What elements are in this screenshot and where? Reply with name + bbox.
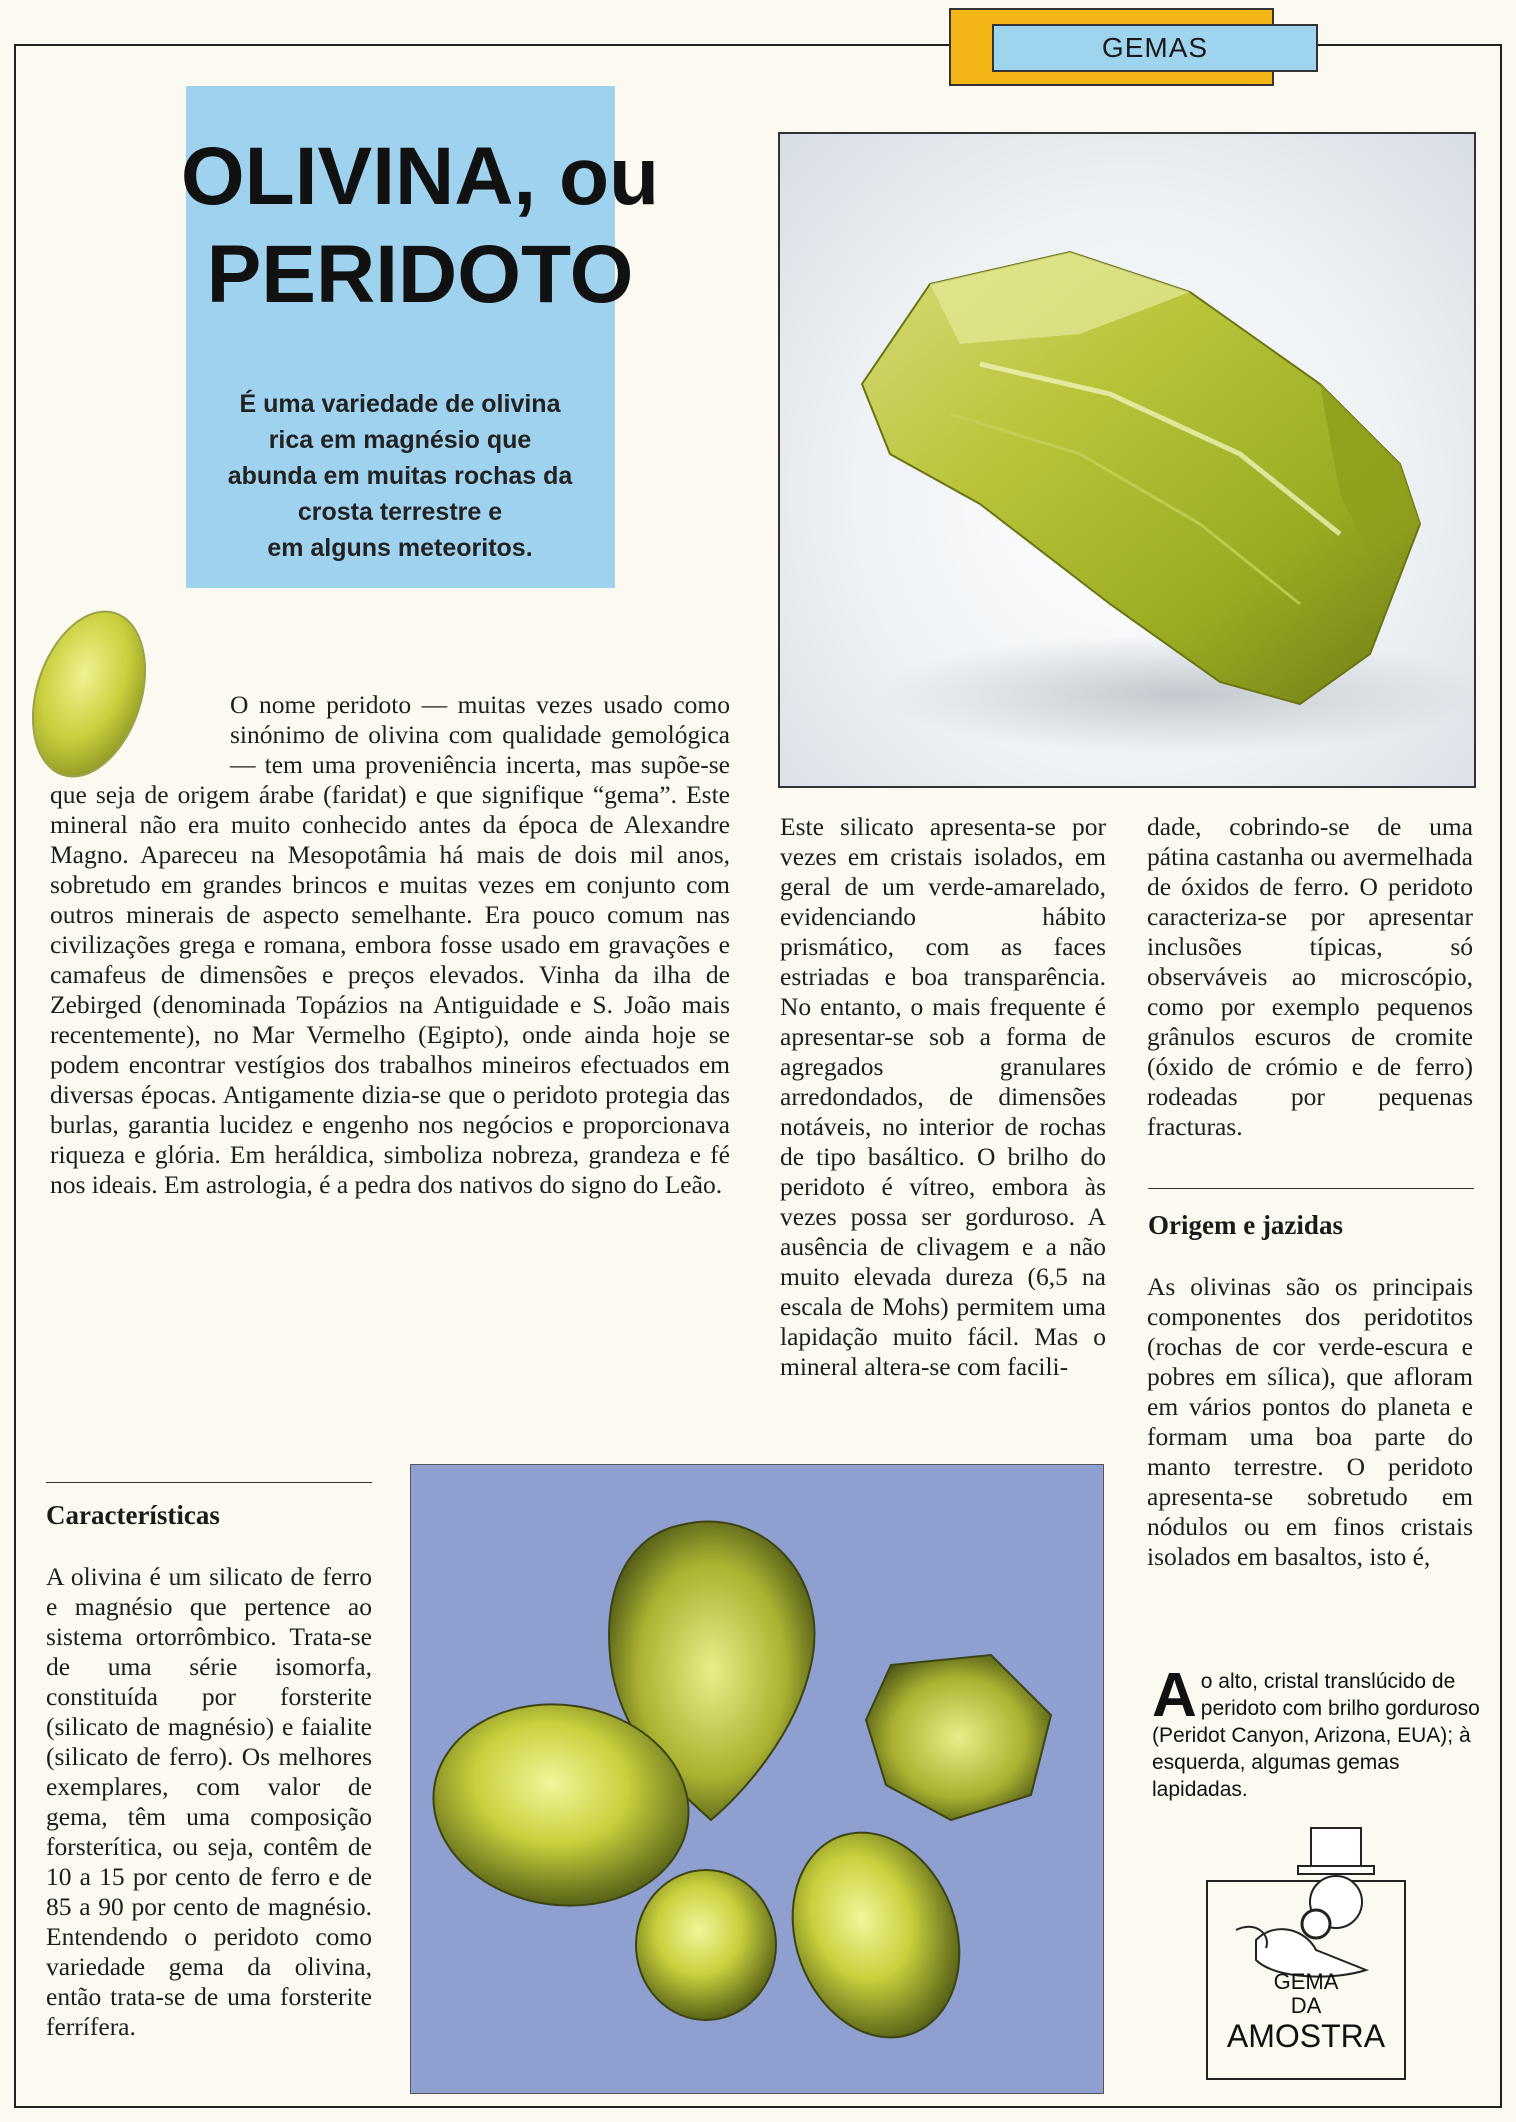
gema-da-amostra-logo bbox=[1206, 1820, 1406, 2082]
heading-caracteristicas: Características bbox=[46, 1500, 220, 1530]
peridot-crystal-image bbox=[780, 134, 1476, 788]
title-line-2: PERIDOTO bbox=[206, 229, 634, 320]
intro-line: crosta terrestre e bbox=[297, 498, 503, 526]
divider bbox=[1148, 1188, 1474, 1189]
caption-dropcap: A bbox=[1152, 1661, 1197, 1730]
body-paragraph: Este silicato apresenta-se por vezes em cristais isolados, em geral de um verde-amarelado, evidenciando hábito prismático, com as faces estriadas e boa transparência. No entanto, o mais frequente é apresentar-se sob a forma de agregados granulares arredondados, de dimensões notáveis, no interior de rochas de tipo basáltico. O brilho do peridoto é vítreo, embora às vezes possa ser gorduroso. A ausência de clivagem e a não muito elevada dureza (6,5 na escala de Mohs) permitem uma lapidação muito fácil. Mas o mineral altera-se com facili- bbox=[780, 812, 1106, 1381]
caption-text: o alto, cristal translúcido de peridoto com brilho gorduroso (Peridot Canyon, Arizona, EUA); à esquerda, algumas gemas lapidadas. bbox=[1152, 1670, 1480, 1801]
logo-line-1: GEMA bbox=[1273, 1969, 1339, 1994]
logo-text bbox=[1206, 1970, 1406, 2054]
intro-text bbox=[200, 386, 600, 566]
body-paragraph: O nome peridoto — muitas vezes usado como sinónimo de olivina com qualidade gemológica — tem uma proveniência incerta, mas supõe-se que seja de origem árabe (faridat) e que signifique “gema”. Este mineral não era muito conhecido antes da época de Alexandre Magno. Apareceu na Mesopotâmia há mais de dois mil anos, sobretudo em grandes brincos e muitas vezes em conjunto com outros minerais de aspecto semelhante. Era pouco comum nas civilizações grega e romana, embora fosse usado em gravações e camafeus de dimensões e preços elevados. Vinha da ilha de Zebirged (denominada Topázios na Antiguidade e S. João mais recentemente), no Mar Vermelho (Egipto), onde ainda hoje se podem encontrar vestígios dos trabalhos mineiros efectuados em diversas épocas. Antigamente dizia-se que o peridoto protegia das burlas, garantia lucidez e engenho nos negócios e proporcionava riqueza e glória. Em heráldica, simboliza nobreza, grandeza e fé nos ideais. Em astrologia, é a pedra dos nativos do signo do Leão. bbox=[50, 690, 730, 1199]
intro-body-column bbox=[50, 690, 730, 1200]
body-column-2 bbox=[780, 812, 1106, 1382]
logo-line-3: AMOSTRA bbox=[1226, 2018, 1386, 2054]
body-column-3 bbox=[1147, 812, 1473, 1142]
intro-line: É uma variedade de olivina bbox=[239, 390, 561, 418]
body-paragraph: dade, cobrindo-se de uma pátina castanha ou avermelhada de óxidos de ferro. O peridoto caracteriza-se por apresentar inclusões típicas, só observáveis ao microscópio, como por exemplo pequenos grânulos escuros de cromite (óxido de crómio e de ferro) rodeadas por pequenas fracturas. bbox=[1147, 812, 1473, 1141]
page-title bbox=[110, 128, 730, 324]
logo-line-2: DA bbox=[1290, 1993, 1322, 2018]
heading-origem: Origem e jazidas bbox=[1148, 1210, 1343, 1240]
intro-line: rica em magnésio que bbox=[268, 426, 532, 454]
intro-line: em alguns meteoritos. bbox=[267, 534, 533, 562]
title-line-1: OLIVINA, ou bbox=[180, 131, 660, 222]
magnifier-man-icon bbox=[1216, 1820, 1396, 1990]
cut-gems-photo bbox=[410, 1464, 1104, 2094]
wrap-spacer bbox=[50, 690, 230, 780]
cut-gems-image bbox=[411, 1465, 1104, 2094]
body-paragraph: As olivinas são os principais componentes dos peridotitos (rochas de cor verde-escura e pobres em sílica), que afloram em vários pontos do planeta e formam uma boa parte do manto terrestre. O peridoto apresenta-se sobretudo em nódulos ou em finos cristais isolados em basaltos, isto é, bbox=[1147, 1272, 1473, 1571]
intro-line: abunda em muitas rochas da bbox=[227, 462, 573, 490]
body-paragraph: A olivina é um silicato de ferro e magnésio que pertence ao sistema ortorrômbico. Trata-se de uma série isomorfa, constituída por forsterite (silicato de magnésio) e faialite (silicato de ferro). Os melhores exemplares, com valor de gema, têm uma composição forsterítica, ou seja, contêm de 10 a 15 por cento de ferro e de 85 a 90 por cento de magnésio. Entendendo o peridoto como variedade gema da olivina, então trata-se de uma forsterite ferrífera. bbox=[46, 1562, 372, 2041]
peridot-crystal-photo bbox=[778, 132, 1476, 788]
caracteristicas-body bbox=[46, 1562, 372, 2042]
photo-caption bbox=[1152, 1661, 1482, 1803]
section-tab: GEMAS bbox=[992, 24, 1318, 72]
divider bbox=[46, 1482, 372, 1483]
origem-body bbox=[1147, 1272, 1473, 1572]
